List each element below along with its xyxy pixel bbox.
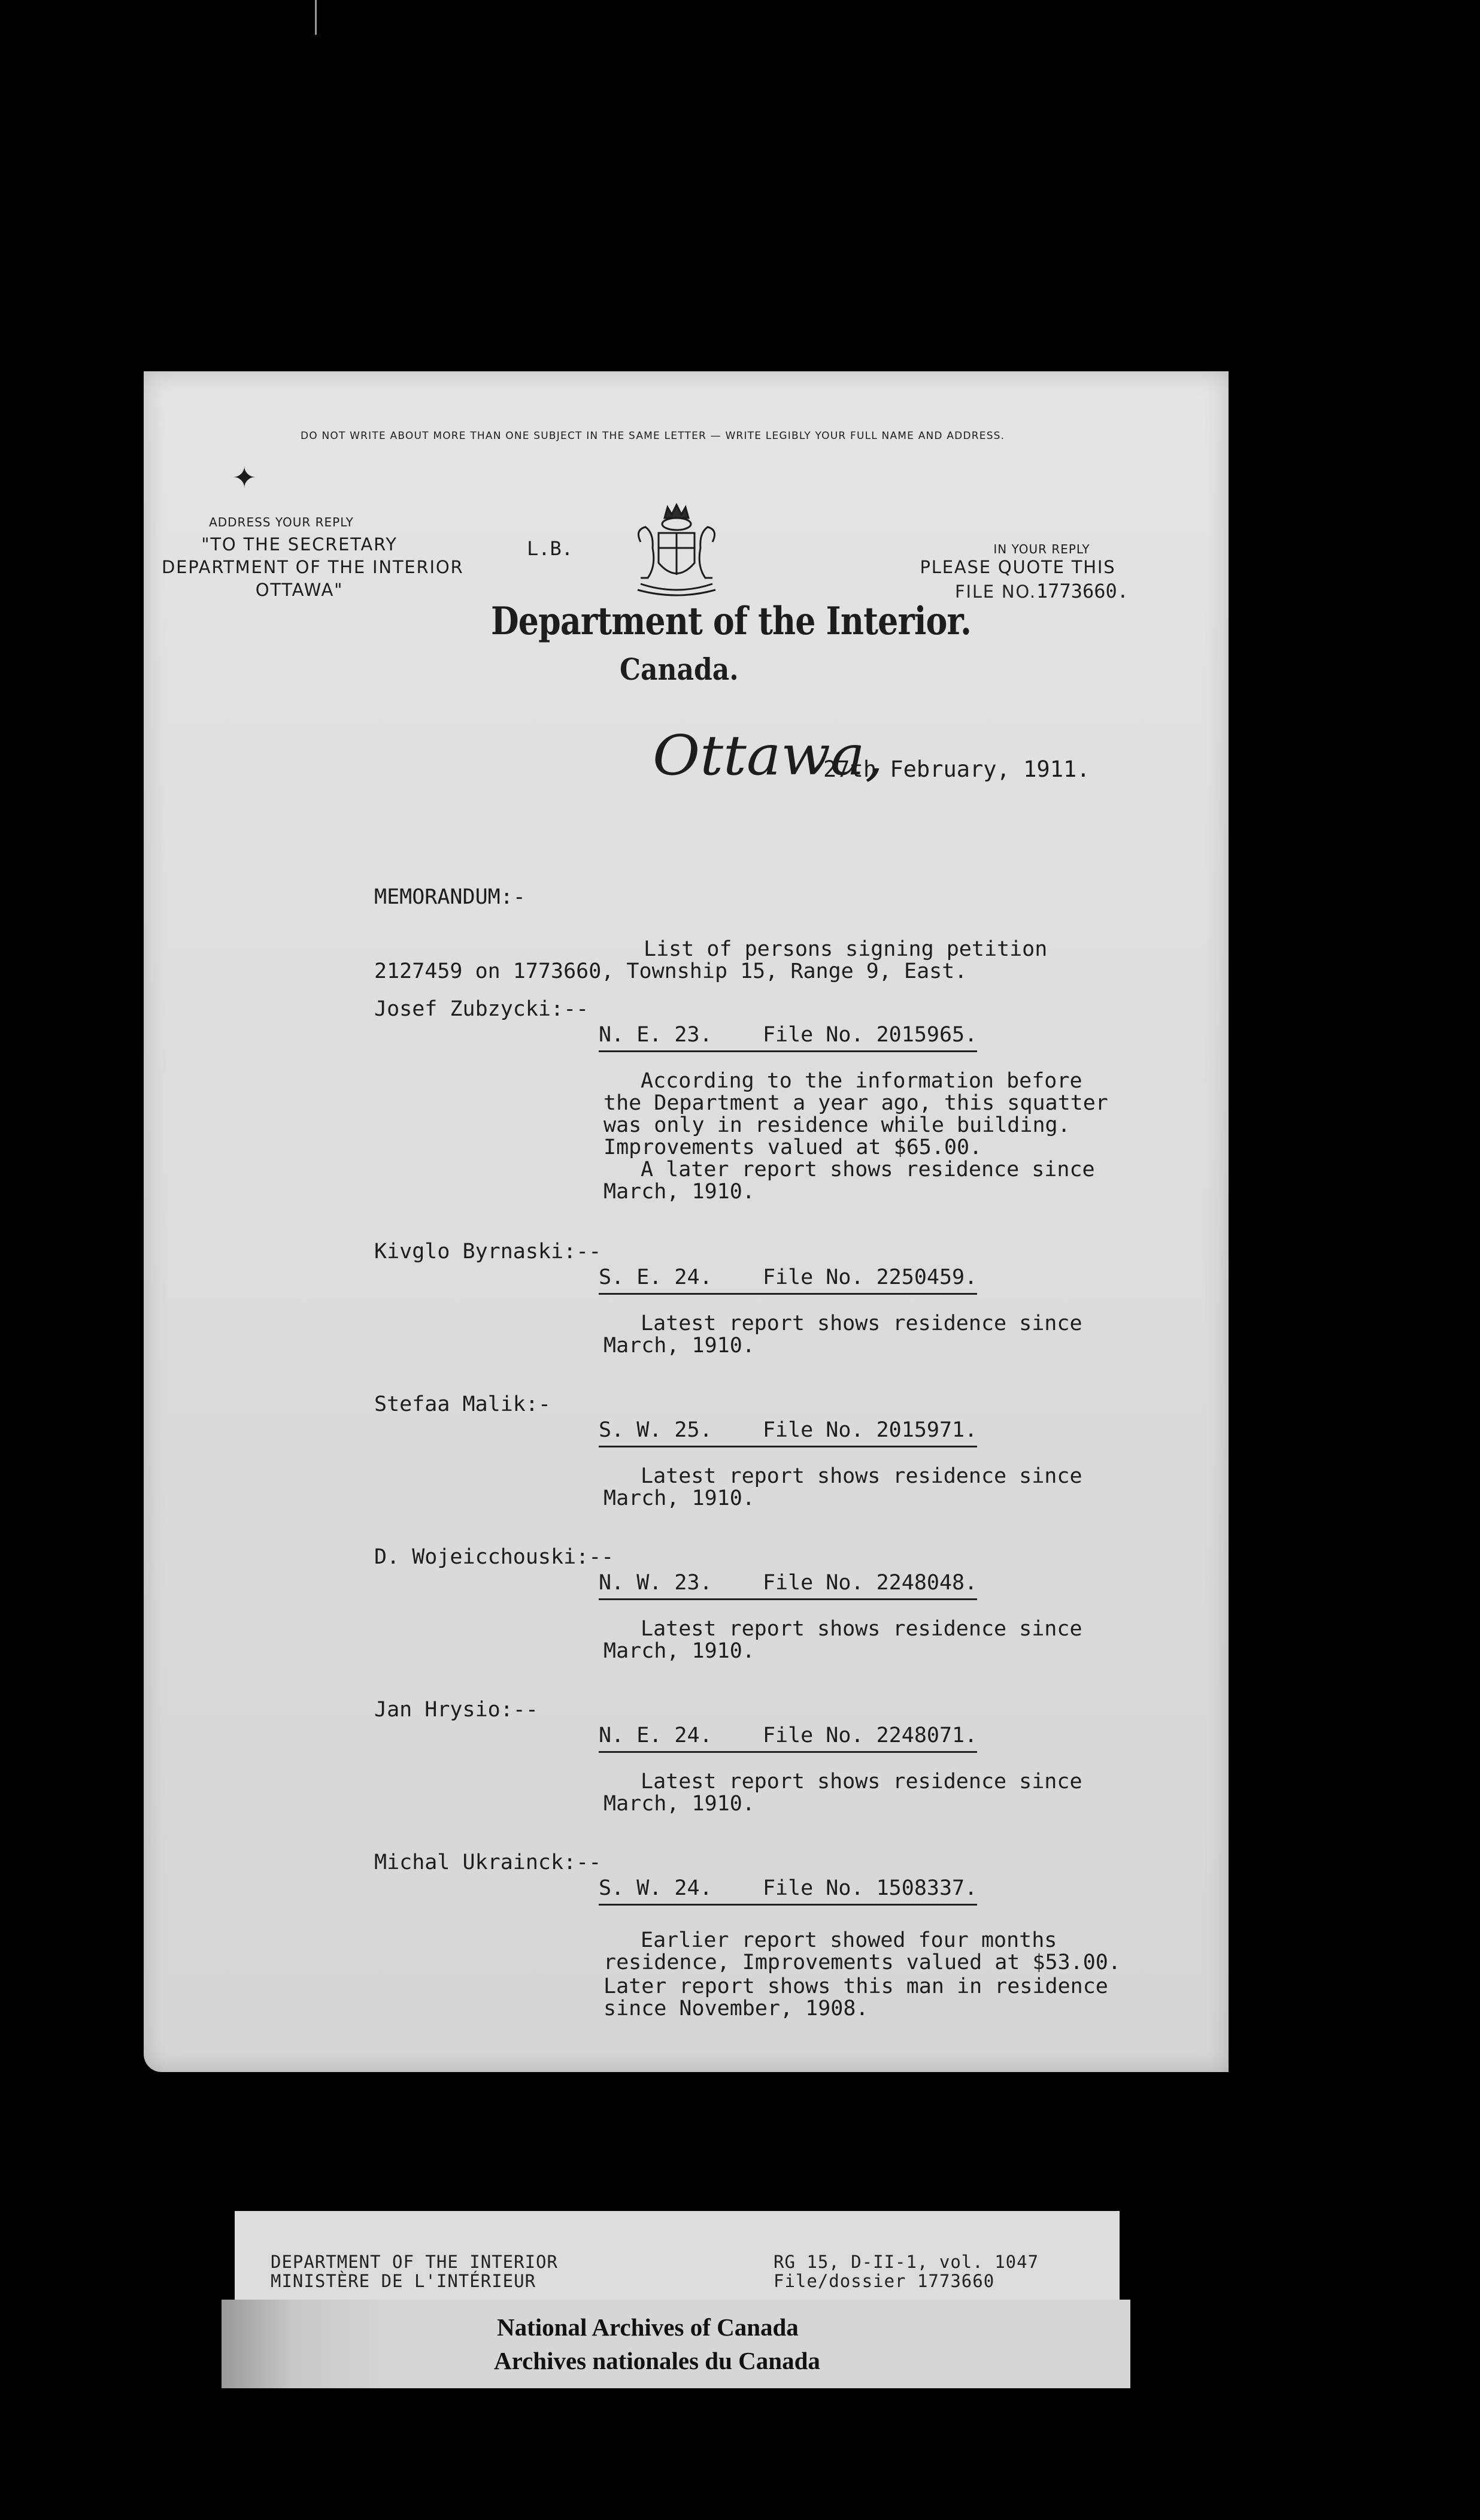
petitioner-name: Jan Hrysio:-- bbox=[374, 1698, 538, 1722]
slip-file: File/dossier 1773660 bbox=[774, 2271, 995, 2291]
department-title: Department of the Interior. bbox=[491, 599, 971, 644]
file-number: File No. 2248048. bbox=[762, 1571, 978, 1595]
reply-file-line bbox=[955, 580, 1129, 602]
entry-text-line: Improvements valued at $65.00. bbox=[603, 1135, 982, 1159]
archive-reference-slip bbox=[235, 2211, 1120, 2301]
land-description: N. E. 24. bbox=[599, 1724, 712, 1747]
memo-heading: MEMORANDUM:- bbox=[374, 885, 526, 909]
slip-department-en: DEPARTMENT OF THE INTERIOR bbox=[271, 2252, 558, 2272]
address-line-1: "TO THE SECRETARY bbox=[201, 534, 398, 555]
entry-text-line: since November, 1908. bbox=[603, 1997, 869, 2021]
memo-intro-line-1: List of persons signing petition bbox=[644, 937, 1048, 961]
file-number: File No. 2248071. bbox=[762, 1724, 978, 1747]
land-file-line bbox=[599, 1571, 977, 1600]
address-line-2: DEPARTMENT OF THE INTERIOR bbox=[162, 557, 464, 577]
entry-text-line: the Department a year ago, this squatter bbox=[603, 1091, 1108, 1115]
memo-intro-line-2: 2127459 on 1773660, Township 15, Range 9, East. bbox=[374, 959, 968, 983]
entry-text-line: Latest report shows residence since bbox=[641, 1464, 1082, 1488]
land-file-line bbox=[599, 1418, 977, 1447]
land-file-line bbox=[599, 1876, 977, 1906]
entry-text-line: March, 1910. bbox=[603, 1334, 755, 1358]
royal-coat-of-arms-icon bbox=[617, 500, 736, 602]
archives-stamp bbox=[222, 2300, 1130, 2388]
archives-name-en: National Archives of Canada bbox=[497, 2313, 799, 2341]
petitioner-name: Stefaa Malik:- bbox=[374, 1392, 551, 1416]
scan-edge-mark bbox=[315, 0, 317, 35]
entry-text-line: Latest report shows residence since bbox=[641, 1617, 1082, 1641]
petitioner-name: Michal Ukrainck:-- bbox=[374, 1850, 602, 1874]
entry-text-line: Latest report shows residence since bbox=[641, 1312, 1082, 1335]
country-subtitle: Canada. bbox=[620, 652, 739, 687]
lb-mark: L.B. bbox=[527, 537, 574, 560]
slip-reference: RG 15, D-II-1, vol. 1047 bbox=[774, 2252, 1039, 2272]
entry-text-line: According to the information before bbox=[641, 1069, 1082, 1093]
entry-text-line: Earlier report showed four months bbox=[641, 1928, 1057, 1952]
reply-file-number: 1773660. bbox=[1036, 580, 1129, 602]
memorandum-page bbox=[144, 371, 1229, 2072]
reply-intro: IN YOUR REPLY bbox=[993, 542, 1090, 556]
reply-file-label: FILE NO. bbox=[955, 581, 1036, 602]
file-number: File No. 2015971. bbox=[762, 1418, 978, 1442]
quill-mark-icon: ✦ bbox=[232, 461, 257, 495]
land-description: N. W. 23. bbox=[599, 1571, 712, 1595]
petitioner-name: Josef Zubzycki:-- bbox=[374, 997, 589, 1021]
entry-text-line: Latest report shows residence since bbox=[641, 1770, 1082, 1794]
file-number: File No. 2250459. bbox=[762, 1265, 978, 1289]
land-file-line bbox=[599, 1265, 977, 1295]
entry-text-line: residence, Improvements valued at $53.00. bbox=[603, 1950, 1121, 1974]
entry-text-line: was only in residence while building. bbox=[603, 1113, 1070, 1137]
land-description: S. W. 25. bbox=[599, 1418, 712, 1442]
file-number: File No. 1508337. bbox=[762, 1876, 978, 1900]
entry-text-line: March, 1910. bbox=[603, 1639, 755, 1663]
entry-text-line: A later report shows residence since bbox=[641, 1158, 1095, 1182]
dateline-date: 27th February, 1911. bbox=[823, 756, 1090, 782]
land-file-line bbox=[599, 1023, 977, 1052]
address-intro: ADDRESS YOUR REPLY bbox=[209, 515, 354, 529]
entry-text-line: Later report shows this man in residence bbox=[603, 1974, 1108, 1998]
file-number: File No. 2015965. bbox=[762, 1023, 978, 1047]
address-line-3: OTTAWA" bbox=[255, 580, 344, 600]
archives-name-fr: Archives nationales du Canada bbox=[494, 2347, 820, 2374]
entry-text-line: March, 1910. bbox=[603, 1486, 755, 1510]
land-file-line bbox=[599, 1724, 977, 1753]
dateline-place: Ottawa, bbox=[653, 723, 884, 788]
land-description: N. E. 23. bbox=[599, 1023, 712, 1047]
petitioner-name: D. Wojeicchouski:-- bbox=[374, 1545, 614, 1569]
land-description: S. W. 24. bbox=[599, 1876, 712, 1900]
petitioner-name: Kivglo Byrnaski:-- bbox=[374, 1240, 602, 1264]
entry-text-line: March, 1910. bbox=[603, 1792, 755, 1816]
letterhead-notice: DO NOT WRITE ABOUT MORE THAN ONE SUBJECT IN THE SAME LETTER — WRITE LEGIBLY YOUR FULL NAME AND ADDRESS. bbox=[301, 430, 1005, 442]
entry-text-line: March, 1910. bbox=[603, 1180, 755, 1204]
reply-line-1: PLEASE QUOTE THIS bbox=[920, 557, 1116, 577]
land-description: S. E. 24. bbox=[599, 1265, 712, 1289]
slip-department-fr: MINISTÈRE DE L'INTÉRIEUR bbox=[271, 2271, 536, 2291]
